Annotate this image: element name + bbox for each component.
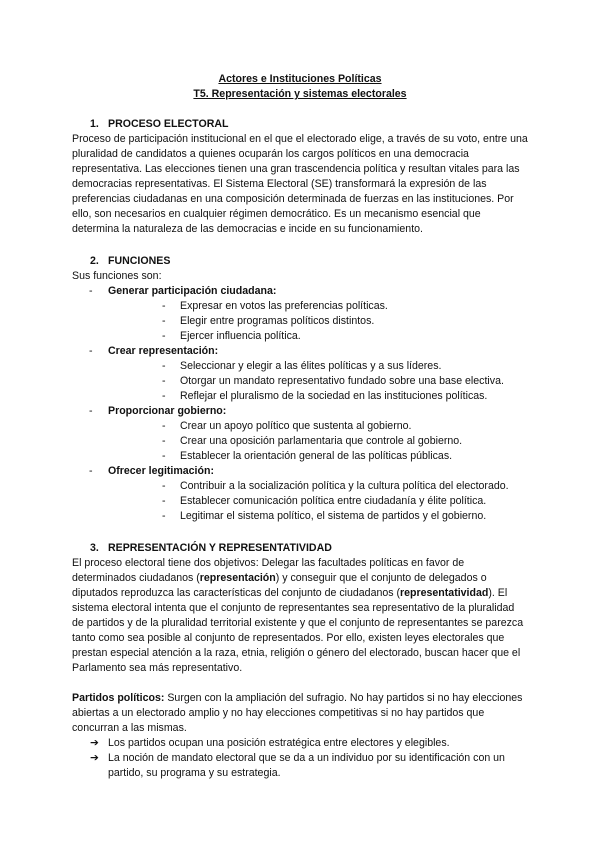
function-title: Ofrecer legitimación:: [108, 465, 214, 477]
arrow-item-text: Los partidos ocupan una posición estratégica entre electores y elegibles.: [108, 737, 450, 749]
term-representatividad: representatividad: [400, 587, 489, 599]
arrow-list: [72, 736, 528, 781]
paragraph-text: ) y conseguir que el conjunto de delegados o diputados reproduzca las características del conjunto de ciudadanos (: [72, 572, 487, 599]
section-3-paragraph: [72, 556, 528, 676]
function-sublist: [108, 479, 528, 524]
section-3-heading: [72, 541, 528, 556]
function-title: Generar participación ciudadana:: [108, 285, 277, 297]
function-sublist: [108, 299, 528, 344]
function-item: [72, 464, 528, 524]
arrow-item: [72, 751, 528, 781]
function-subitem: - Establecer la orientación general de las políticas públicas.: [108, 449, 528, 464]
function-item: [72, 284, 528, 344]
function-sublist: [108, 419, 528, 464]
arrow-right-icon: ➔: [90, 752, 99, 764]
function-subitem: - Expresar en votos las preferencias políticas.: [108, 299, 528, 314]
paragraph-text: El proceso electoral tiene dos objetivos: Delegar las facultades políticas en favor de determinados ciudadanos (: [72, 557, 465, 584]
function-subitem: - Contribuir a la socialización política y la cultura política del electorado.: [108, 479, 528, 494]
document-title-line-1: Actores e Instituciones Políticas: [218, 73, 382, 85]
arrow-right-icon: ➔: [90, 737, 99, 749]
function-subitem: - Establecer comunicación política entre ciudadanía y élite política.: [108, 494, 528, 509]
section-1-title: PROCESO ELECTORAL: [108, 118, 229, 130]
document-page: [72, 72, 528, 781]
function-subitem: - Elegir entre programas políticos distintos.: [108, 314, 528, 329]
section-2-intro: Sus funciones son:: [72, 270, 162, 282]
function-item: [72, 404, 528, 464]
function-subitem: - Otorgar un mandato representativo fundado sobre una base electiva.: [108, 374, 528, 389]
function-subitem: - Reflejar el pluralismo de la sociedad en las instituciones políticas.: [108, 389, 528, 404]
section-2-number: 2.: [90, 255, 99, 267]
parties-paragraph: [72, 691, 528, 736]
section-2-title: FUNCIONES: [108, 255, 171, 267]
document-title-line-2: T5. Representación y sistemas electorales: [193, 88, 407, 100]
functions-list: [72, 284, 528, 524]
function-subitem: - Seleccionar y elegir a las élites políticas y a sus líderes.: [108, 359, 528, 374]
arrow-item-text: La noción de mandato electoral que se da a un individuo por su identificación con un partido, su programa y su estrategia.: [108, 752, 505, 779]
section-1-paragraph: Proceso de participación institucional en el que el electorado elige, a través de su voto, entre una pluralidad de candidatos a quienes ocuparán los cargos políticos en una democracia representativa. Las elecciones tienen una gran trascendencia política y resultan vitales para las democracias representativas. El Sistema Electoral (SE) transformará la expresión de las preferencias ciudadanas en una composición determinada de fuerzas en las instituciones. Por ello, son necesarios en cualquier régimen democrático. Es un mecanismo esencial que determina la naturaleza de las democracias e incide en su funcionamiento.: [72, 133, 528, 235]
function-subitem: - Legitimar el sistema político, el sistema de partidos y el gobierno.: [108, 509, 528, 524]
paragraph-text: ). El sistema electoral intenta que el conjunto de representantes sea representativo de la pluralidad de partidos y de la pluralidad territorial existente y que el conjunto de representantes se parezca tanto como sea posible al conjunto de representados. Por ello, existen leyes electorales que prestan especial atención a la raza, etnia, religión o género del electorado, buscan hacer que el Parlamento sea más representativo.: [72, 587, 524, 674]
function-title: Proporcionar gobierno:: [108, 405, 227, 417]
function-item: [72, 344, 528, 404]
parties-label: Partidos políticos:: [72, 692, 165, 704]
arrow-item: [72, 736, 528, 751]
parties-text: Surgen con la ampliación del sufragio. No hay partidos si no hay elecciones abiertas a un electorado amplio y no hay elecciones competitivas si no hay partidos que concurran a las mismas.: [72, 692, 523, 734]
section-2-heading: [72, 254, 528, 269]
function-title: Crear representación:: [108, 345, 219, 357]
function-sublist: [108, 359, 528, 404]
function-subitem: - Ejercer influencia política.: [108, 329, 528, 344]
section-3-number: 3.: [90, 542, 99, 554]
section-1-heading: [72, 117, 528, 132]
section-1-number: 1.: [90, 118, 99, 130]
function-subitem: - Crear una oposición parlamentaria que controle al gobierno.: [108, 434, 528, 449]
term-representacion: representación: [199, 572, 276, 584]
section-3-title: REPRESENTACIÓN Y REPRESENTATIVIDAD: [108, 542, 332, 554]
function-subitem: - Crear un apoyo político que sustenta al gobierno.: [108, 419, 528, 434]
